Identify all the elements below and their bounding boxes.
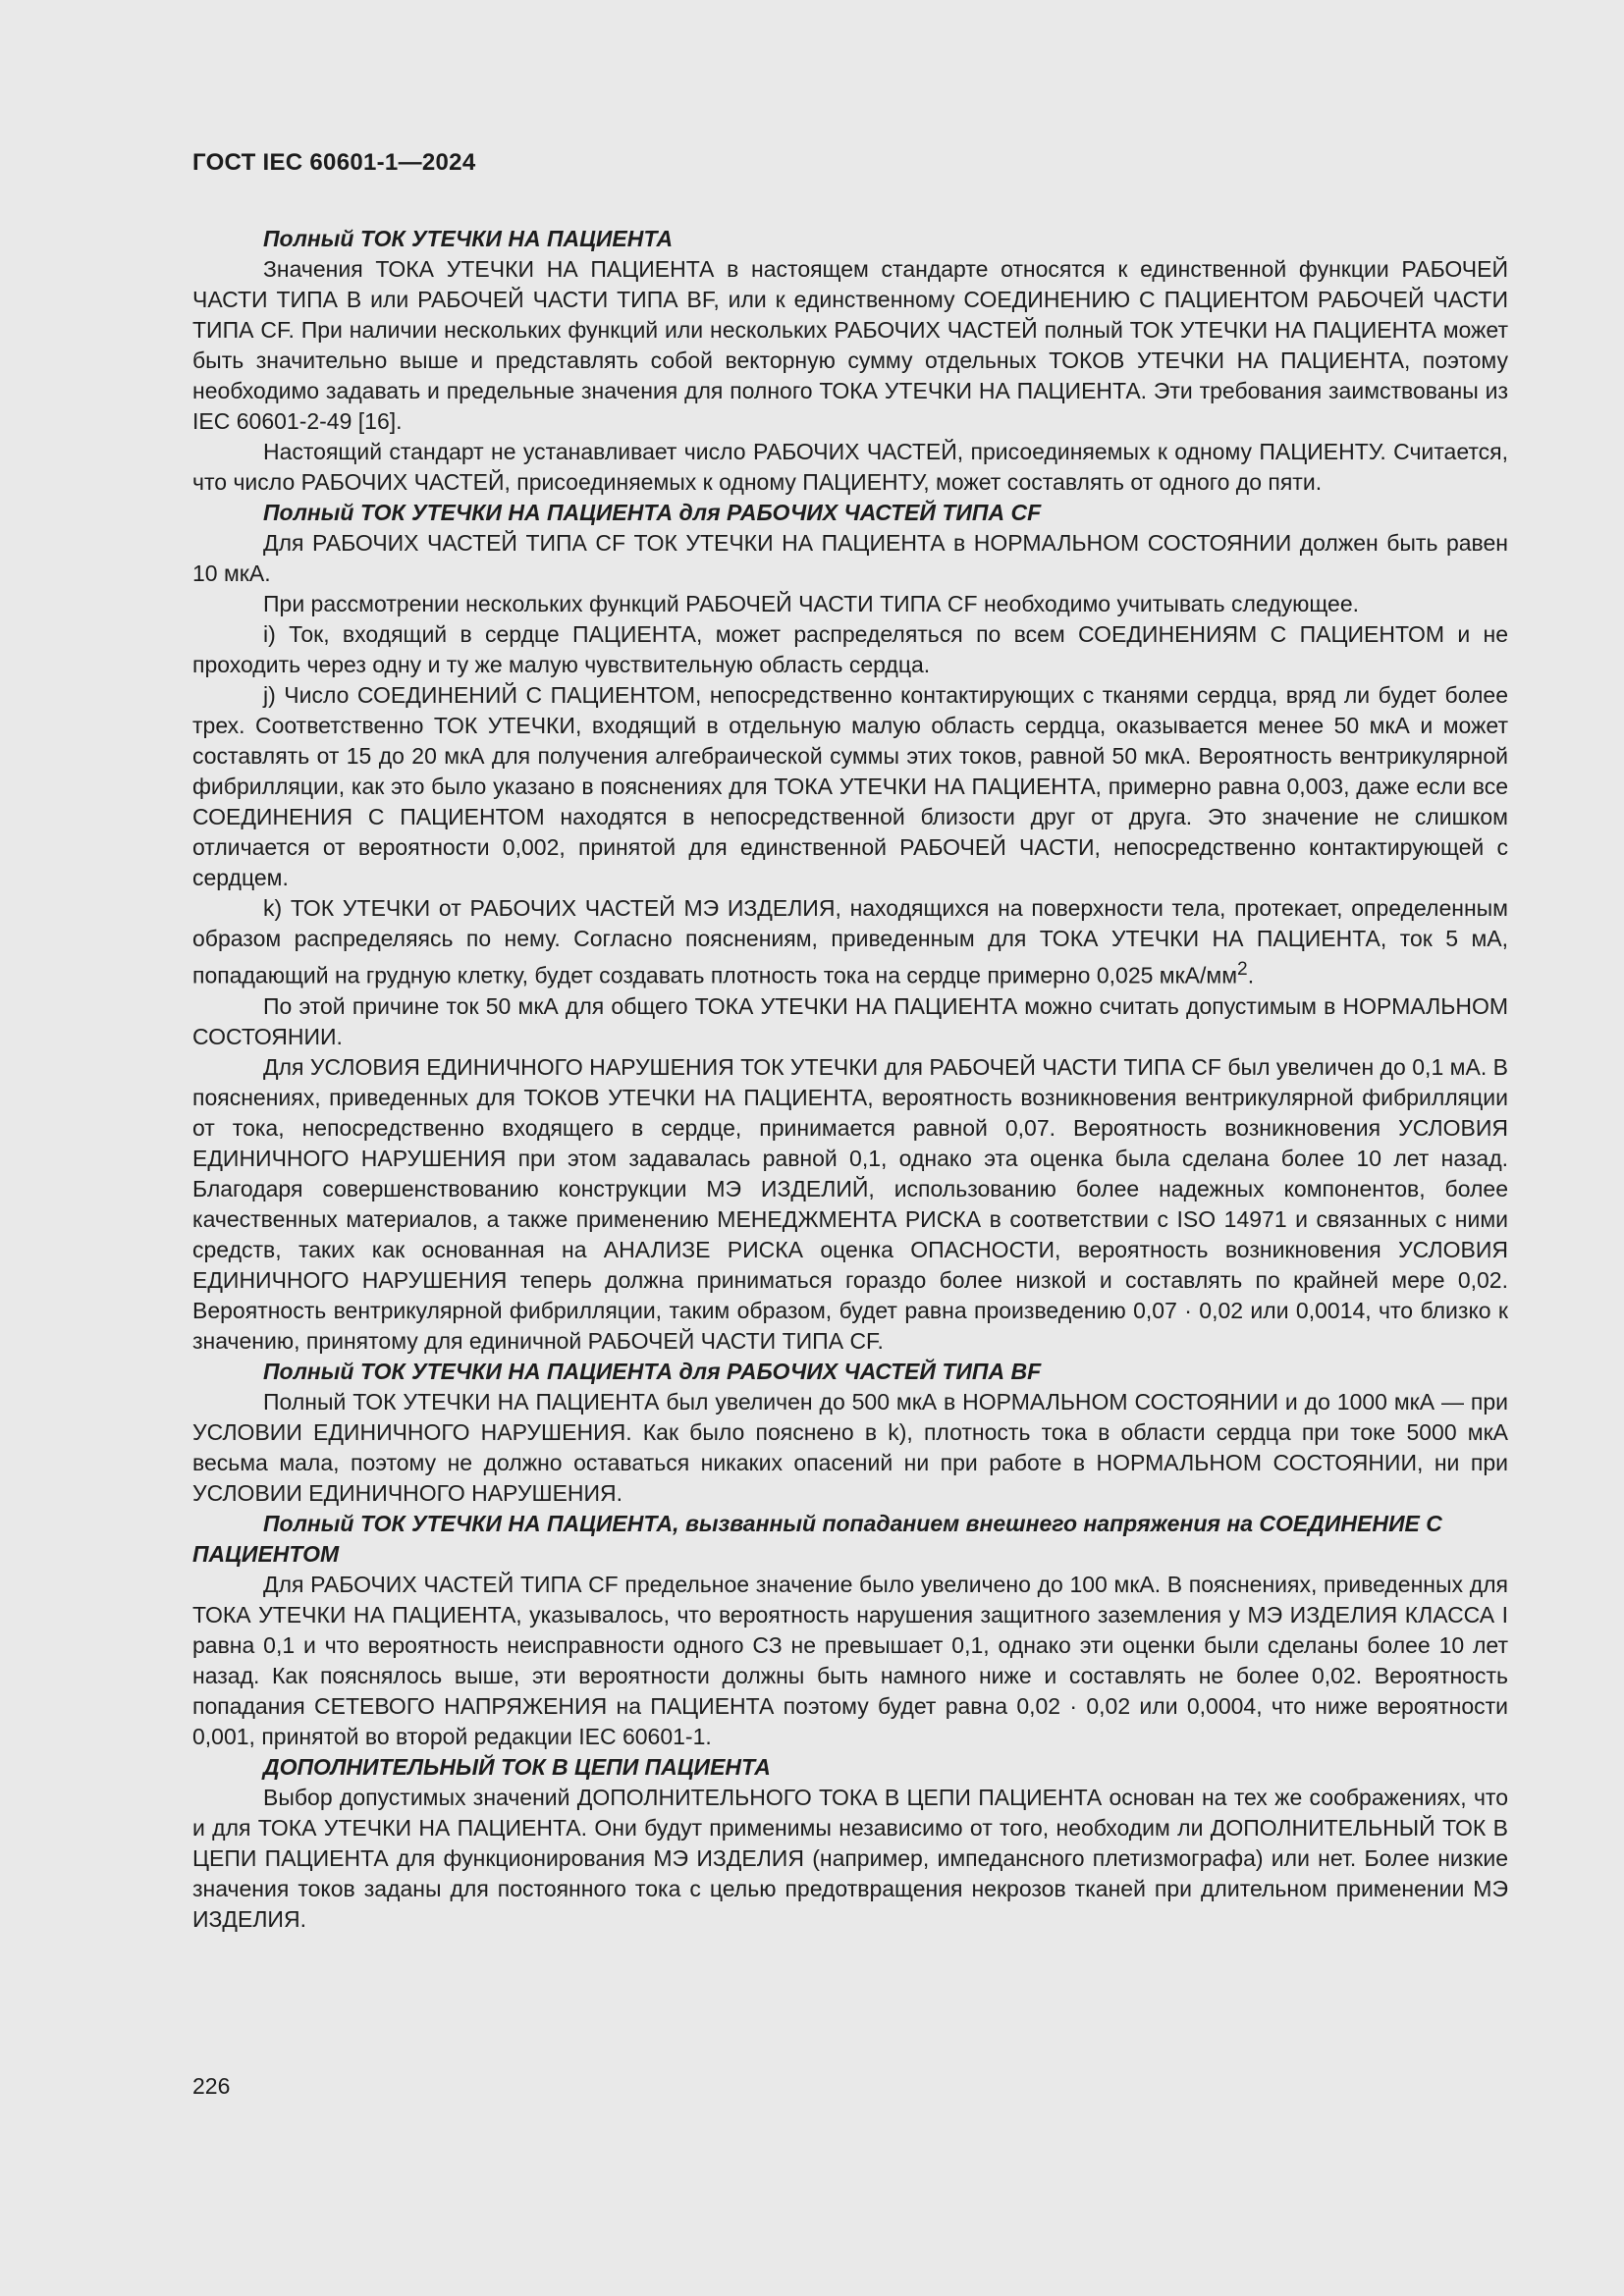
- paragraph: Настоящий стандарт не устанавливает число РАБОЧИХ ЧАСТЕЙ, присоединяемых к одному ПАЦИЕНТУ. Считается, что число РАБОЧИХ ЧАСТЕЙ, присоединяемых к одному ПАЦИЕНТУ, может составлять от одного до пяти.: [192, 439, 1508, 495]
- paragraph: По этой причине ток 50 мкА для общего ТОКА УТЕЧКИ НА ПАЦИЕНТА можно считать допустимым в НОРМАЛЬНОМ СОСТОЯНИИ.: [192, 992, 1508, 1049]
- section-heading-total-patient-leakage: Полный ТОК УТЕЧКИ НА ПАЦИЕНТА: [263, 226, 674, 251]
- list-item-k: [192, 893, 1508, 991]
- section-heading-cf: Полный ТОК УТЕЧКИ НА ПАЦИЕНТА для РАБОЧИХ ЧАСТЕЙ ТИПА CF: [263, 500, 1042, 525]
- body-text: [192, 224, 1508, 1935]
- paragraph: Для РАБОЧИХ ЧАСТЕЙ ТИПА CF предельное значение было увеличено до 100 мкА. В пояснениях, приведенных для ТОКА УТЕЧКИ НА ПАЦИЕНТА, указывалось, что вероятность нарушения защитного заземления у МЭ ИЗДЕЛИЯ КЛАССА I равна 0,1 и что вероятность неисправности одного СЗ не превышает 0,1, однако эти оценки были сделаны более 10 лет назад. Как пояснялось выше, эти вероятности должны быть намного ниже и составлять не более 0,02. Вероятность попадания СЕТЕВОГО НАПРЯЖЕНИЯ на ПАЦИЕНТА поэтому будет равна 0,02 · 0,02 или 0,0004, что ниже вероятности 0,001, принятой во второй редакции IEC 60601-1.: [192, 1571, 1508, 1749]
- paragraph: Для УСЛОВИЯ ЕДИНИЧНОГО НАРУШЕНИЯ ТОК УТЕЧКИ для РАБОЧЕЙ ЧАСТИ ТИПА CF был увеличен до 0,1 мА. В пояснениях, приведенных для ТОКОВ УТЕЧКИ НА ПАЦИЕНТА, вероятность возникновения вентрикулярной фибрилляции от тока, непосредственно входящего в сердце, принимается равной 0,07. Вероятность возникновения УСЛОВИЯ ЕДИНИЧНОГО НАРУШЕНИЯ при этом задавалась равной 0,1, однако эта оценка была сделана более 10 лет назад. Благодаря совершенствованию конструкции МЭ ИЗДЕЛИЙ, использованию более надежных компонентов, более качественных материалов, а также применению МЕНЕДЖМЕНТА РИСКА в соответствии с ISO 14971 и связанных с ними средств, таких как основанная на АНАЛИЗЕ РИСКА оценка ОПАСНОСТИ, вероятность возникновения УСЛОВИЯ ЕДИНИЧНОГО НАРУШЕНИЯ теперь должна приниматься гораздо более низкой и составлять по крайней мере 0,02. Вероятность вентрикулярной фибрилляции, таким образом, будет равна произведению 0,07 · 0,02 или 0,0014, что близко к значению, принятому для единичной РАБОЧЕЙ ЧАСТИ ТИПА CF.: [192, 1053, 1508, 1354]
- list-item-j: j) Число СОЕДИНЕНИЙ С ПАЦИЕНТОМ, непосредственно контактирующих с тканями сердца, вряд ли будет более трех. Соответственно ТОК УТЕЧКИ, входящий в отдельную малую область сердца, оказывается менее 50 мкА и может составлять от 15 до 20 мкА для получения алгебраической суммы этих токов, равной 50 мкА. Вероятность вентрикулярной фибрилляции, как это было указано в пояснениях для ТОКА УТЕЧКИ НА ПАЦИЕНТА, примерно равна 0,003, даже если все СОЕДИНЕНИЯ С ПАЦИЕНТОМ находятся в непосредственной близости друг от друга. Это значение не слишком отличается от вероятности 0,002, принятой для единственной РАБОЧЕЙ ЧАСТИ, непосредственно контактирующей с сердцем.: [192, 682, 1508, 890]
- list-item-i: i) Ток, входящий в сердце ПАЦИЕНТА, может распределяться по всем СОЕДИНЕНИЯМ С ПАЦИЕНТОМ и не проходить через одну и ту же малую чувствительную область сердца.: [192, 621, 1508, 677]
- superscript: 2: [1237, 959, 1248, 980]
- list-item-k-text: k) ТОК УТЕЧКИ от РАБОЧИХ ЧАСТЕЙ МЭ ИЗДЕЛИЯ, находящихся на поверхности тела, протекает, определенным образом распределяясь по нему. Согласно пояснениям, приведенным для ТОКА УТЕЧКИ НА ПАЦИЕНТА, ток 5 мА, попадающий на грудную клетку, будет создавать плотность тока на сердце примерно 0,025 мкА/мм: [192, 895, 1508, 988]
- section-heading-auxiliary-current: ДОПОЛНИТЕЛЬНЫЙ ТОК В ЦЕПИ ПАЦИЕНТА: [263, 1753, 771, 1780]
- list-item-k-end: .: [1247, 962, 1255, 988]
- section-heading-bf: Полный ТОК УТЕЧКИ НА ПАЦИЕНТА для РАБОЧИХ ЧАСТЕЙ ТИПА BF: [263, 1358, 1042, 1384]
- paragraph: При рассмотрении нескольких функций РАБОЧЕЙ ЧАСТИ ТИПА CF необходимо учитывать следующее.: [263, 591, 1360, 616]
- paragraph: Выбор допустимых значений ДОПОЛНИТЕЛЬНОГО ТОКА В ЦЕПИ ПАЦИЕНТА основан на тех же соображениях, что и для ТОКА УТЕЧКИ НА ПАЦИЕНТА. Они будут применимы независимо от того, необходим ли ДОПОЛНИТЕЛЬНЫЙ ТОК В ЦЕПИ ПАЦИЕНТА для функционирования МЭ ИЗДЕЛИЯ (например, импедансного плетизмографа) или нет. Более низкие значения токов заданы для постоянного тока с целью предотвращения некрозов тканей при длительном применении МЭ ИЗДЕЛИЯ.: [192, 1784, 1508, 1932]
- page-number: 226: [192, 2073, 231, 2099]
- section-heading-external-voltage: Полный ТОК УТЕЧКИ НА ПАЦИЕНТА, вызванный попаданием внешнего напряжения на СОЕДИНЕНИЕ С ПАЦИЕНТОМ: [192, 1510, 1442, 1567]
- paragraph: Для РАБОЧИХ ЧАСТЕЙ ТИПА CF ТОК УТЕЧКИ НА ПАЦИЕНТА в НОРМАЛЬНОМ СОСТОЯНИИ должен быть равен 10 мкА.: [192, 530, 1508, 586]
- standard-title: ГОСТ IEC 60601-1—2024: [192, 149, 476, 176]
- paragraph: Значения ТОКА УТЕЧКИ НА ПАЦИЕНТА в настоящем стандарте относятся к единственной функции РАБОЧЕЙ ЧАСТИ ТИПА В или РАБОЧЕЙ ЧАСТИ ТИПА BF, или к единственному СОЕДИНЕНИЮ С ПАЦИЕНТОМ РАБОЧЕЙ ЧАСТИ ТИПА CF. При наличии нескольких функций или нескольких РАБОЧИХ ЧАСТЕЙ полный ТОК УТЕЧКИ НА ПАЦИЕНТА может быть значительно выше и представлять собой векторную сумму отдельных ТОКОВ УТЕЧКИ НА ПАЦИЕНТА, поэтому необходимо задавать и предельные значения для полного ТОКА УТЕЧКИ НА ПАЦИЕНТА. Эти требования заимствованы из IEC 60601-2-49 [16].: [192, 256, 1508, 434]
- paragraph: Полный ТОК УТЕЧКИ НА ПАЦИЕНТА был увеличен до 500 мкА в НОРМАЛЬНОМ СОСТОЯНИИ и до 1000 мкА — при УСЛОВИИ ЕДИНИЧНОГО НАРУШЕНИЯ. Как было пояснено в k), плотность тока в области сердца при токе 5000 мкА весьма мала, поэтому не должно оставаться никаких опасений ни при работе в НОРМАЛЬНОМ СОСТОЯНИИ, ни при УСЛОВИИ ЕДИНИЧНОГО НАРУШЕНИЯ.: [192, 1388, 1508, 1506]
